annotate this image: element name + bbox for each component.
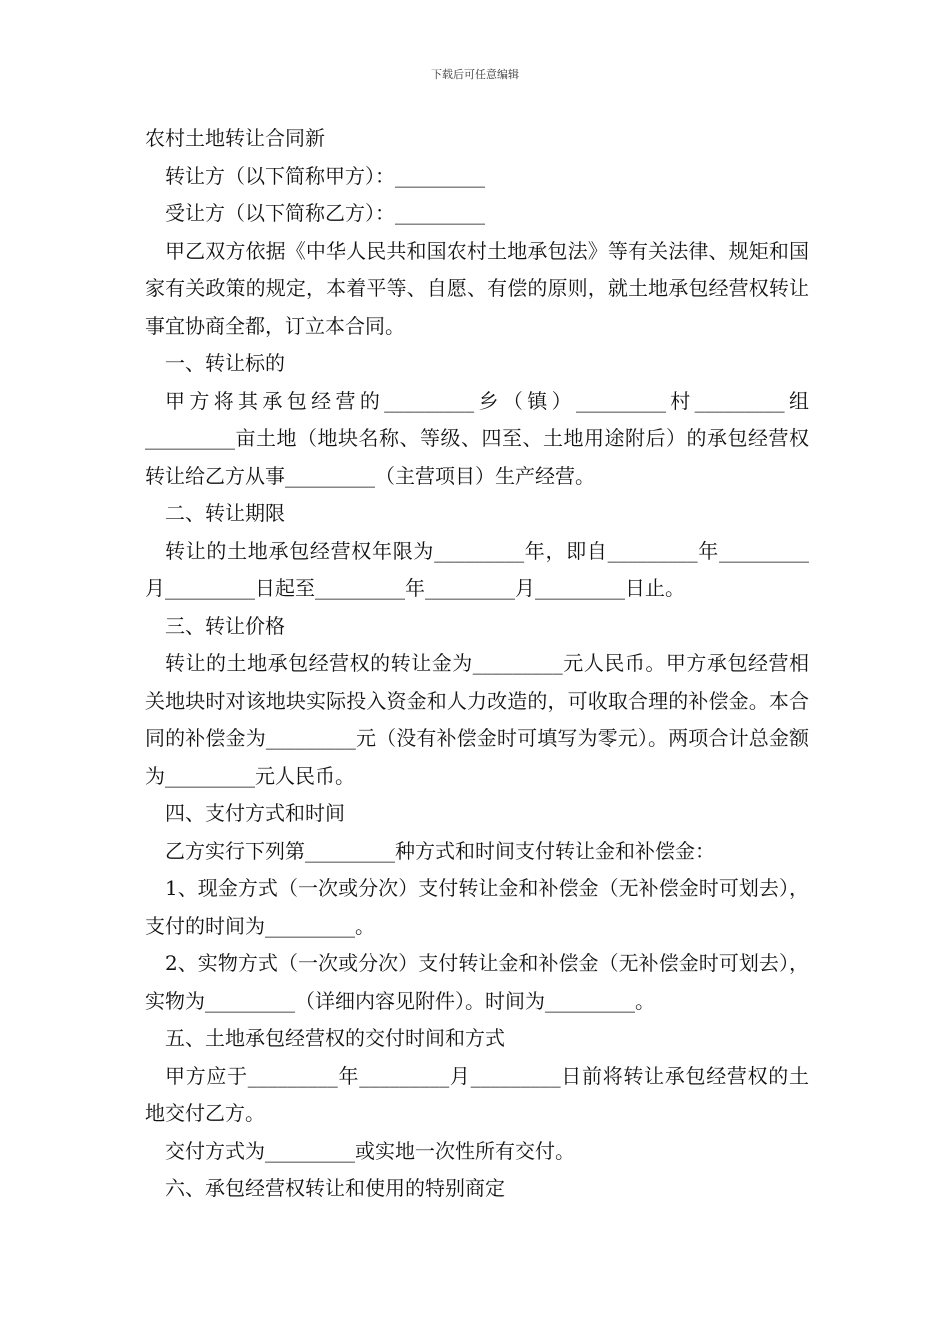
party-a-line: 转让方（以下简称甲方）：_________ xyxy=(165,163,485,188)
section-4-item-2: 2、实物方式（一次或分次）支付转让金和补偿金（无补偿金时可划去），实物为_________（详细内容见附件）。时间为_________。 xyxy=(145,951,809,1013)
section-4-item-1: 1、现金方式（一次或分次）支付转让金和补偿金（无补偿金时可划去），支付的时间为_________。 xyxy=(145,876,809,938)
party-b-line: 受让方（以下简称乙方）：_________ xyxy=(165,201,485,225)
section-3-body: 转让的土地承包经营权的转让金为_________元人民币。甲方承包经营相关地块时对该地块实际投入资金和人力改造的，可收取合理的补偿金。本合同的补偿金为_________元（没有补偿金时可填写为零元）。两项合计总金额为_________元人民币。 xyxy=(145,651,809,788)
section-heading-5: 五、土地承包经营权的交付时间和方式 xyxy=(165,1026,505,1050)
section-heading-6: 六、承包经营权转让和使用的特别商定 xyxy=(165,1176,505,1200)
preamble-paragraph: 甲乙双方依据《中华人民共和国农村土地承包法》等有关法律、规矩和国家有关政策的规定，本着平等、自愿、有偿的原则，就土地承包经营权转让事宜协商全都，订立本合同。 xyxy=(145,238,809,338)
section-5-body: 甲方应于_________年_________月_________日前将转让承包经营权的土地交付乙方。 xyxy=(145,1063,809,1125)
section-1-body: 甲方将其承包经营的_________乡（镇）_________村_________组_________亩土地（地块名称、等级、四至、土地用途附后）的承包经营权转让给乙方从事_________（主营项目）生产经营。 xyxy=(145,388,809,488)
document-title: 农村土地转让合同新 xyxy=(145,126,325,150)
document-body xyxy=(145,120,809,1208)
section-heading-2: 二、转让期限 xyxy=(165,501,285,525)
section-5-method: 交付方式为_________或实地一次性所有交付。 xyxy=(165,1138,575,1163)
section-heading-4: 四、支付方式和时间 xyxy=(165,801,345,825)
page-header: 下载后可任意编辑 xyxy=(431,68,519,81)
section-2-body: 转让的土地承包经营权年限为_________年，即自_________年_________月_________日起至_________年_________月_________日止。 xyxy=(145,538,809,600)
section-4-intro: 乙方实行下列第_________种方式和时间支付转让金和补偿金： xyxy=(165,838,715,863)
section-heading-1: 一、转让标的 xyxy=(165,351,285,375)
section-heading-3: 三、转让价格 xyxy=(165,613,285,638)
